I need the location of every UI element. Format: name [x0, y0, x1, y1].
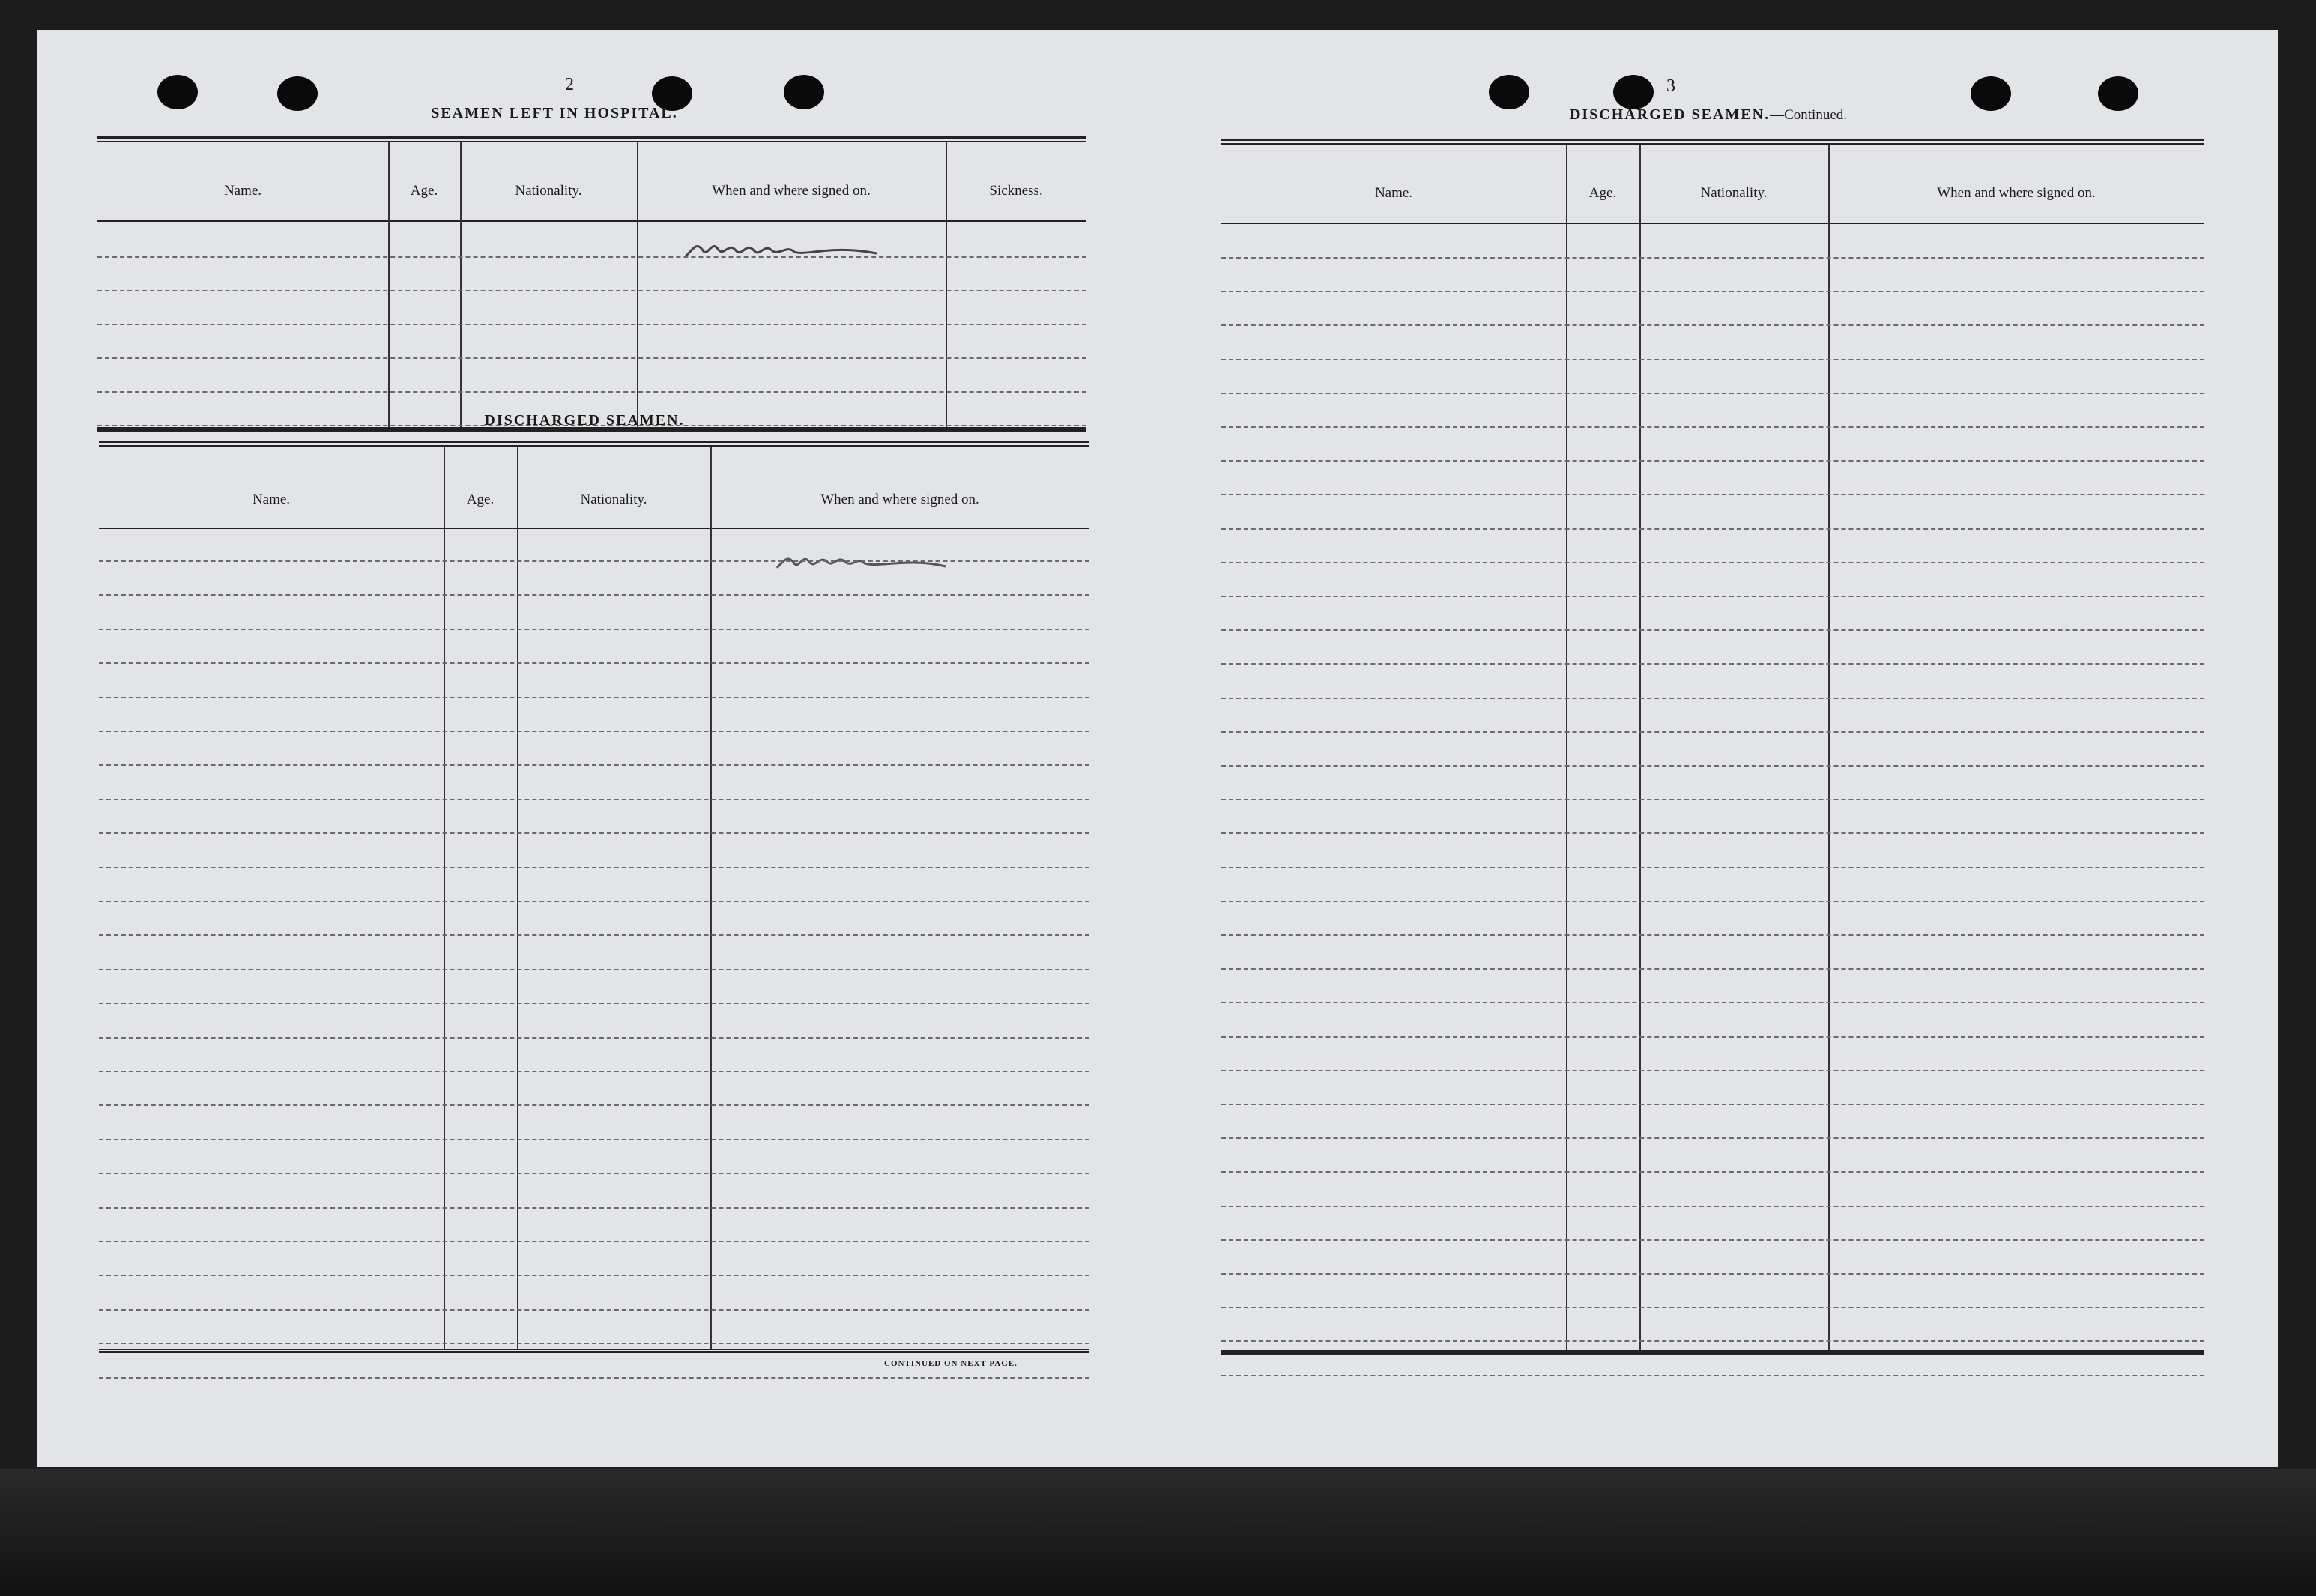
blank-entry-row — [99, 1139, 1089, 1140]
column-header-signed-on: When and where signed on. — [820, 492, 979, 507]
table-top-rule — [99, 441, 1089, 447]
blank-entry-row — [97, 290, 1086, 291]
discharged-continued-title — [1536, 106, 1881, 124]
blank-entry-row — [99, 1309, 1089, 1311]
discharged-table — [99, 441, 1089, 1356]
column-divider — [388, 142, 390, 429]
blank-entry-row — [99, 799, 1089, 800]
blank-entry-row — [1221, 934, 2204, 936]
blank-entry-row — [99, 594, 1089, 596]
page-number: 2 — [565, 75, 574, 94]
blank-entry-row — [1221, 663, 2204, 665]
table-top-rule — [97, 136, 1086, 142]
column-header-name: Name. — [223, 183, 262, 199]
right-page — [1158, 30, 2278, 1467]
column-header-signed-on: When and where signed on. — [712, 183, 871, 199]
column-divider — [444, 447, 445, 1350]
blank-entry-row — [99, 1275, 1089, 1276]
column-divider — [517, 447, 518, 1350]
header-rule — [99, 528, 1089, 529]
blank-entry-row — [99, 1173, 1089, 1174]
punch-hole — [277, 76, 318, 111]
blank-entry-row — [1221, 1104, 2204, 1105]
punch-hole — [784, 75, 824, 109]
page-number: 3 — [1666, 76, 1675, 96]
blank-entry-row — [1221, 867, 2204, 868]
header-rule — [97, 220, 1086, 222]
blank-entry-row — [1221, 1070, 2204, 1071]
discharged-continued-table — [1221, 139, 2204, 1356]
blank-entry-row — [1221, 291, 2204, 292]
blank-entry-row — [1221, 765, 2204, 767]
punch-hole — [1613, 75, 1654, 109]
handwritten-scrawl — [682, 234, 884, 264]
section-title-suffix: —Continued. — [1770, 107, 1848, 123]
blank-entry-row — [1221, 1340, 2204, 1342]
column-header-nationality: Nationality. — [515, 183, 582, 199]
blank-entry-row — [99, 1104, 1089, 1106]
blank-entry-row — [1221, 562, 2204, 563]
punch-hole — [1489, 75, 1529, 109]
blank-entry-row — [1221, 393, 2204, 394]
blank-entry-row — [99, 901, 1089, 902]
blank-entry-row — [1221, 968, 2204, 970]
column-header-age: Age. — [466, 492, 495, 507]
blank-entry-row — [99, 1037, 1089, 1039]
blank-entry-row — [99, 731, 1089, 732]
hospital-section-title: SEAMEN LEFT IN HOSPITAL. — [431, 105, 678, 121]
column-header-sickness: Sickness. — [989, 183, 1043, 199]
table-top-rule — [1221, 139, 2204, 145]
blank-entry-row — [99, 1377, 1089, 1379]
column-header-age: Age. — [1588, 185, 1617, 201]
punch-hole — [1971, 76, 2011, 111]
blank-entry-row — [1221, 1002, 2204, 1003]
blank-entry-row — [99, 1241, 1089, 1242]
blank-entry-row — [1221, 426, 2204, 428]
blank-entry-row — [1221, 1239, 2204, 1241]
blank-entry-row — [97, 391, 1086, 393]
column-divider — [637, 142, 638, 429]
column-header-name: Name. — [252, 492, 291, 507]
blank-entry-row — [99, 1003, 1089, 1004]
blank-entry-row — [1221, 1137, 2204, 1139]
column-header-signed-on: When and where signed on. — [1937, 185, 2096, 201]
blank-entry-row — [99, 629, 1089, 630]
blank-entry-row — [99, 867, 1089, 868]
blank-entry-row — [1221, 698, 2204, 699]
blank-entry-row — [1221, 324, 2204, 326]
blank-entry-row — [1221, 901, 2204, 902]
blank-entry-row — [1221, 257, 2204, 259]
scan-background — [0, 1469, 2316, 1596]
blank-entry-row — [1221, 1206, 2204, 1207]
table-bottom-rule — [99, 1349, 1089, 1353]
blank-entry-row — [97, 256, 1086, 258]
header-rule — [1221, 223, 2204, 224]
blank-entry-row — [99, 934, 1089, 936]
blank-entry-row — [99, 764, 1089, 766]
blank-entry-row — [99, 832, 1089, 834]
blank-entry-row — [97, 324, 1086, 325]
punch-hole — [2098, 76, 2138, 111]
hospital-table — [97, 136, 1086, 432]
column-divider — [946, 142, 947, 429]
column-header-age: Age. — [410, 183, 438, 199]
blank-entry-row — [99, 697, 1089, 698]
blank-entry-row — [1221, 799, 2204, 800]
document-sheet — [37, 30, 2278, 1467]
blank-entry-row — [99, 1071, 1089, 1072]
blank-entry-row — [1221, 832, 2204, 834]
left-page — [37, 30, 1158, 1467]
column-divider — [460, 142, 462, 429]
blank-entry-row — [1221, 359, 2204, 360]
blank-entry-row — [99, 1207, 1089, 1209]
blank-entry-row — [99, 1343, 1089, 1344]
blank-entry-row — [99, 969, 1089, 970]
blank-entry-row — [1221, 1375, 2204, 1376]
column-divider — [710, 447, 712, 1350]
blank-entry-row — [1221, 494, 2204, 495]
blank-entry-row — [1221, 596, 2204, 597]
discharged-section-title: DISCHARGED SEAMEN. — [484, 412, 685, 429]
section-title-text: DISCHARGED SEAMEN. — [1569, 106, 1771, 123]
blank-entry-row — [1221, 629, 2204, 631]
continued-note: CONTINUED ON NEXT PAGE. — [884, 1359, 1018, 1368]
blank-entry-row — [1221, 528, 2204, 530]
blank-entry-row — [1221, 460, 2204, 462]
blank-entry-row — [99, 560, 1089, 562]
blank-entry-row — [97, 357, 1086, 359]
blank-entry-row — [1221, 1036, 2204, 1038]
punch-hole — [157, 75, 198, 109]
blank-entry-row — [1221, 1273, 2204, 1275]
blank-entry-row — [1221, 1171, 2204, 1173]
blank-entry-row — [99, 662, 1089, 664]
table-bottom-rule — [1221, 1350, 2204, 1355]
column-header-name: Name. — [1374, 185, 1413, 201]
blank-entry-row — [1221, 731, 2204, 733]
blank-entry-row — [1221, 1307, 2204, 1308]
column-header-nationality: Nationality. — [580, 492, 647, 507]
column-header-nationality: Nationality. — [1700, 185, 1768, 201]
